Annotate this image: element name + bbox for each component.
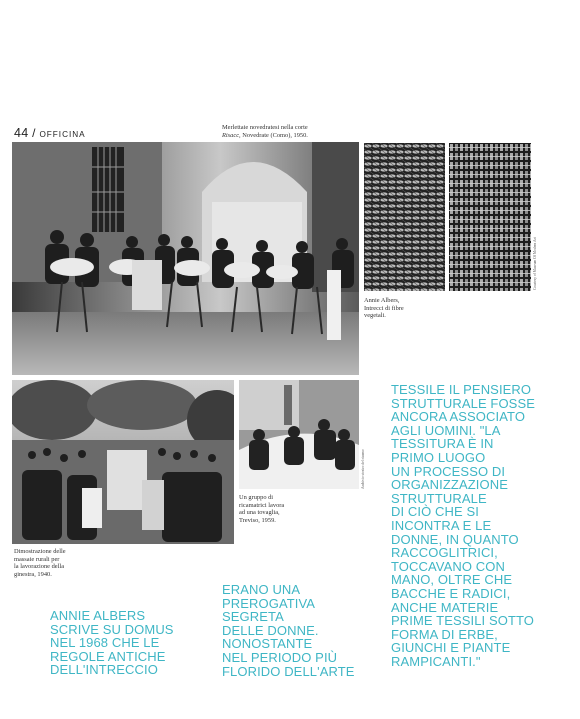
albers-weave-photo-1 xyxy=(364,143,445,291)
albers-caption: Annie Albers, Intrecci di fibre vegetali. xyxy=(364,297,404,320)
albers-weave-photo-2 xyxy=(449,143,531,291)
demonstration-caption: Dimostrazione delle massaie rurali per la lavorazione della ginestra, 1940. xyxy=(14,548,66,578)
pull-quote-column-1: ANNIE ALBERS SCRIVE SU DOMUS NEL 1968 CHE LE REGOLE ANTICHE DELL'INTRECCIO xyxy=(50,608,174,678)
page-number: 44 xyxy=(14,126,29,140)
embroiderers-caption: Un gruppo di ricamatrici lavora ad una tovaglia, Treviso, 1959. xyxy=(239,494,285,524)
pull-quote-column-2: ERANO UNA PREROGATIVA SEGRETA DELLE DONNE. NONOSTANTE NEL PERIODO PIÙ FLORIDO DELL'ARTE xyxy=(222,582,355,679)
main-photo-caption: Merlettaie novedratesi nella corte Risacc, Novedrate (Como), 1950. xyxy=(222,124,308,139)
embroiderers-photo-credit: Archivio storico del ricamo xyxy=(361,449,365,489)
ginestra-demonstration-photo xyxy=(12,380,234,544)
embroiderers-photo xyxy=(239,380,359,489)
lace-makers-photo xyxy=(12,142,359,375)
albers-photo-credit: Courtesy of Museum Of Modern Art xyxy=(533,237,537,290)
pull-quote-column-3: TESSILE IL PENSIERO STRUTTURALE FOSSE ANCORA ASSOCIATO AGLI UOMINI. "LA TESSITURA È IN PRIMO LUOGO UN PROCESSO DI ORGANIZZAZIONE STRUTTURALE DI CIÒ CHE SI INCONTRA E LE DONNE, IN QUANTO RACCOGLITRICI, TOCCAVANO CON MANO, OLTRE CHE BACCHE E RADICI, ANCHE MATERIE PRIME TESSILI SOTTO FORMA DI ERBE, GIUNCHI E PIANTE RAMPICANTI." xyxy=(391,382,535,669)
folio-separator: / xyxy=(32,126,36,140)
page-folio xyxy=(14,126,86,140)
section-name: OFFICINA xyxy=(39,130,86,139)
